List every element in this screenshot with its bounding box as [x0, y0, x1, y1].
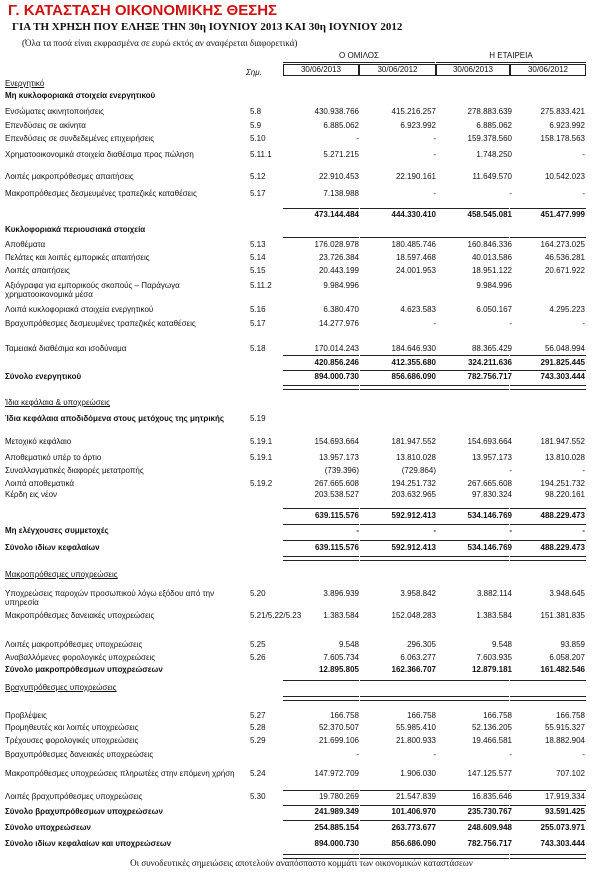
row-label: Λοιπές βραχυπρόθεσμες υποχρεώσεις	[5, 792, 143, 801]
row-note-ref: 5.9	[250, 121, 262, 130]
row-value: 22.190.161	[395, 172, 436, 181]
row-value: 894.000.730	[314, 839, 359, 848]
subtotal-rule	[283, 524, 359, 525]
row-value: 40.013.586	[471, 253, 512, 262]
row-note-ref: 5.29	[250, 736, 266, 745]
row-label: Βραχυπρόθεσμες δανειακές υποχρεώσεις	[5, 750, 154, 759]
subtotal-rule	[436, 208, 509, 209]
row-value: 451.477.999	[540, 210, 585, 219]
row-value: -	[509, 319, 512, 328]
total-double-rule	[436, 556, 509, 561]
row-value: 267.665.608	[467, 479, 512, 488]
subtotal-rule	[283, 508, 359, 509]
row-value: 23.726.384	[318, 253, 359, 262]
row-value: 782.756.717	[467, 372, 512, 381]
row-label: Επενδύσεις σε ακίνητα	[5, 121, 86, 130]
total-double-rule	[436, 385, 509, 390]
row-value: -	[509, 466, 512, 475]
row-value: 458.545.081	[467, 210, 512, 219]
row-value: 11.649.570	[472, 172, 512, 181]
row-note-ref: 5.14	[250, 253, 266, 262]
subtotal-rule	[436, 508, 509, 509]
row-value: -	[582, 150, 585, 159]
row-label: Συναλλαγματικές διαφορές μετατροπής	[5, 466, 144, 475]
row-value: 296.305	[407, 640, 436, 649]
row-value: 263.773.677	[391, 823, 436, 832]
row-value: -	[356, 750, 359, 759]
row-value: -	[356, 134, 359, 143]
row-value: 88.365.429	[471, 344, 512, 353]
row-value: 152.048.283	[391, 611, 436, 620]
row-label: Ενσώματες ακινητοποιήσεις	[5, 107, 105, 116]
row-label: Μακροπρόθεσμες υποχρεώσεις πληρωτέες στην επόμενη χρήση	[5, 769, 235, 778]
subtotal-rule	[510, 790, 586, 791]
row-value: 13.810.028	[395, 453, 436, 462]
row-value: 534.146.769	[467, 543, 512, 552]
row-value: 255.073.971	[540, 823, 585, 832]
row-label: Σύνολο υποχρεώσεων	[5, 823, 91, 832]
row-value: 159.378.560	[467, 134, 512, 143]
row-value: 21.699.106	[318, 736, 359, 745]
row-value: 9.548	[491, 640, 512, 649]
total-double-rule	[510, 385, 586, 390]
row-value: 101.406.970	[391, 807, 436, 816]
row-label: Ίδια κεφάλαια & υποχρεώσεις	[5, 398, 110, 407]
row-note-ref: 5.18	[250, 344, 266, 353]
row-value: 9.548	[338, 640, 359, 649]
row-value: 19.780.269	[318, 792, 359, 801]
row-value: 147.972.709	[314, 769, 359, 778]
subtotal-rule	[360, 790, 436, 791]
statement-subtitle: ΓΙΑ ΤΗ ΧΡΗΣΗ ΠΟΥ ΕΛΗΞΕ ΤΗΝ 30η ΙΟΥΝΙΟΥ 2013 ΚΑΙ 30η ΙΟΥΝΙΟΥ 2012	[12, 21, 403, 33]
row-value: 6.885.062	[323, 121, 359, 130]
row-note-ref: 5.25	[250, 640, 266, 649]
row-note-ref: 5.16	[250, 305, 266, 314]
total-double-rule	[283, 556, 359, 561]
row-value: 415.216.257	[391, 107, 436, 116]
row-label: Λοιπά αποθεματικά	[5, 479, 75, 488]
row-label: Μη ελέγχουσες συμμετοχές	[5, 526, 109, 535]
row-value: 254.885.154	[314, 823, 359, 832]
row-value: 894.000.730	[314, 372, 359, 381]
row-value: 444.330.410	[391, 210, 436, 219]
row-value: 9.984.996	[323, 281, 359, 290]
amounts-note: (Όλα τα ποσά είναι εκφρασμένα σε ευρώ εκτός αν αναφέρεται διαφορετικά)	[22, 38, 298, 48]
row-value: 707.102	[556, 769, 585, 778]
row-value: 170.014.243	[314, 344, 359, 353]
row-value: 22.910.453	[318, 172, 359, 181]
subtotal-rule	[283, 208, 359, 209]
row-value: 782.756.717	[467, 839, 512, 848]
row-value: 9.984.996	[476, 281, 512, 290]
row-value: -	[433, 750, 436, 759]
row-value: 6.058.207	[549, 653, 585, 662]
subtotal-rule	[436, 680, 509, 681]
subtotal-rule	[436, 820, 509, 821]
total-double-rule	[283, 385, 359, 390]
row-note-ref: 5.15	[250, 266, 266, 275]
row-value: 158.178.563	[540, 134, 585, 143]
row-value: 20.443.199	[318, 266, 359, 275]
row-value: 6.063.277	[400, 653, 436, 662]
row-label: Πελάτες και λοιπές εμπορικές απαιτήσεις	[5, 253, 150, 262]
subtotal-rule	[283, 370, 359, 371]
row-label: Λοιπές απαιτήσεις	[5, 266, 70, 275]
subtotal-rule	[436, 540, 509, 541]
subtotal-rule	[510, 508, 586, 509]
row-value: 6.380.470	[323, 305, 359, 314]
row-value: -	[509, 189, 512, 198]
subtotal-rule	[360, 680, 436, 681]
row-value: 17.919.334	[544, 792, 585, 801]
row-value: 98.220.161	[544, 490, 585, 499]
row-value: (739.396)	[324, 466, 359, 475]
row-label: Σύνολο μακροπρόθεσμων υποχρεώσεων	[5, 665, 163, 674]
row-value: 488.229.473	[540, 511, 585, 520]
subtotal-rule	[360, 820, 436, 821]
row-value: -	[356, 526, 359, 535]
row-value: 20.671.922	[544, 266, 585, 275]
row-label: Σύνολο ενεργητικού	[5, 372, 82, 381]
row-value: (729.864)	[401, 466, 436, 475]
row-value: 194.251.732	[391, 479, 436, 488]
row-value: 180.485.746	[391, 240, 436, 249]
row-label: Κέρδη εις νέον	[5, 490, 58, 499]
row-value: 3.948.645	[549, 589, 585, 598]
row-label: Λοιπά κυκλοφοριακά στοιχεία ενεργητικού	[5, 305, 154, 314]
row-label: Υποχρεώσεις παροχών προσωπικού λόγω εξόδου από την υπηρεσία	[5, 589, 215, 607]
row-value: 278.883.639	[467, 107, 512, 116]
row-value: 639.115.576	[314, 543, 359, 552]
row-value: 147.125.577	[467, 769, 512, 778]
row-value: 7.605.734	[323, 653, 359, 662]
row-note-ref: 5.27	[250, 711, 266, 720]
row-label: Ίδια κεφάλαια αποδιδόμενα στους μετόχους της μητρικής	[5, 414, 225, 423]
row-label: Μακροπρόθεσμες δανειακές υποχρεώσεις	[5, 611, 155, 620]
row-value: 267.665.608	[314, 479, 359, 488]
row-value: -	[509, 526, 512, 535]
row-value: 743.303.444	[540, 839, 585, 848]
row-value: 166.758	[556, 711, 585, 720]
row-value: 184.646.930	[391, 344, 436, 353]
row-value: -	[582, 466, 585, 475]
row-value: -	[509, 750, 512, 759]
row-note-ref: 5.24	[250, 769, 266, 778]
column-date-1: 30/06/2013	[300, 65, 342, 74]
row-value: 7.603.935	[476, 653, 512, 662]
row-value: 52.136.205	[471, 723, 512, 732]
row-label: Χρηματοοικονομικά στοιχεία διαθέσιμα προς πώληση	[5, 150, 194, 159]
row-note-ref: 5.17	[250, 189, 266, 198]
subtotal-rule	[510, 355, 586, 356]
subtotal-rule	[436, 805, 509, 806]
row-value: 5.271.215	[323, 150, 359, 159]
row-value: 291.825.445	[540, 358, 585, 367]
subtotal-rule	[510, 237, 586, 238]
row-value: -	[582, 750, 585, 759]
row-value: 151.381.835	[540, 611, 585, 620]
row-note-ref: 5.8	[250, 107, 262, 116]
row-note-ref: 5.12	[250, 172, 266, 181]
subtotal-rule	[436, 370, 509, 371]
row-label: Αποθέματα	[5, 240, 46, 249]
row-value: 1.906.030	[400, 769, 436, 778]
row-note-ref: 5.19	[250, 414, 266, 423]
subtotal-rule	[510, 805, 586, 806]
row-note-ref: 5.11.1	[250, 150, 272, 159]
row-value: 19.466.581	[471, 736, 512, 745]
row-value: -	[433, 189, 436, 198]
row-value: -	[582, 189, 585, 198]
row-label: Αναβαλλόμενες φορολογικές υποχρεώσεις	[5, 653, 156, 662]
row-value: 14.277.976	[318, 319, 359, 328]
column-date-3: 30/06/2013	[452, 65, 494, 74]
row-value: 18.597.468	[395, 253, 436, 262]
row-note-ref: 5.13	[250, 240, 266, 249]
row-label: Ταμειακά διαθέσιμα και ισοδύναμα	[5, 344, 127, 353]
subtotal-rule	[283, 680, 359, 681]
total-double-rule	[360, 556, 436, 561]
row-value: 24.001.953	[395, 266, 436, 275]
subtotal-rule	[510, 370, 586, 371]
row-value: 161.482.546	[540, 665, 585, 674]
subtotal-rule	[360, 370, 436, 371]
footnote: Οι συνοδευτικές σημειώσεις αποτελούν αναπόσπαστο κομμάτι των οικονομικών καταστάσεων	[130, 858, 473, 868]
subtotal-rule	[283, 355, 359, 356]
row-value: 13.810.028	[544, 453, 585, 462]
row-note-ref: 5.19.2	[250, 479, 273, 488]
total-double-rule	[360, 696, 436, 701]
row-label: Μετοχικό κεφάλαιο	[5, 437, 72, 446]
row-value: 1.383.584	[323, 611, 359, 620]
row-value: 55.915.327	[544, 723, 585, 732]
subtotal-rule	[283, 237, 359, 238]
row-value: 412.355.680	[391, 358, 436, 367]
row-value: 55.985.410	[395, 723, 436, 732]
row-value: 1.748.250	[476, 150, 512, 159]
column-date-4: 30/06/2012	[527, 65, 569, 74]
row-label: Αξιόγραφα για εμπορικούς σκοπούς – Παράγωγα χρηματοοικονομικά μέσα	[5, 281, 180, 299]
subtotal-rule	[283, 540, 359, 541]
row-value: 473.144.484	[314, 210, 359, 219]
row-value: 3.958.842	[400, 589, 436, 598]
subtotal-rule	[510, 820, 586, 821]
row-value: 52.370.507	[318, 723, 359, 732]
row-label: Επενδύσεις σε συνδεδεμένες επιχειρήσεις	[5, 134, 155, 143]
row-label: Σύνολο βραχυπρόθεσμων υποχρεώσεων	[5, 807, 163, 816]
row-value: 18.882.904	[544, 736, 585, 745]
subtotal-rule	[436, 237, 509, 238]
subtotal-rule	[436, 355, 509, 356]
row-value: 6.885.062	[476, 121, 512, 130]
row-value: 4.295.223	[549, 305, 585, 314]
row-value: -	[433, 150, 436, 159]
row-value: 12.895.805	[318, 665, 359, 674]
row-value: 534.146.769	[467, 511, 512, 520]
row-label: Βραχυπρόθεσμες υποχρεώσεις	[5, 683, 117, 692]
row-value: 166.758	[407, 711, 436, 720]
row-value: 154.693.664	[467, 437, 512, 446]
row-value: 743.303.444	[540, 372, 585, 381]
row-note-ref: 5.19.1	[250, 453, 273, 462]
row-value: 10.542.023	[544, 172, 585, 181]
subtotal-rule	[510, 208, 586, 209]
row-value: 235.730.767	[467, 807, 512, 816]
row-label: Προμηθευτές και λοιπές υποχρεώσεις	[5, 723, 139, 732]
row-note-ref: 5.21/5.22/5.23	[250, 611, 302, 620]
row-note-ref: 5.28	[250, 723, 266, 732]
row-value: 420.856.246	[314, 358, 359, 367]
row-value: 166.758	[330, 711, 359, 720]
total-double-rule	[510, 556, 586, 561]
subtotal-rule	[436, 790, 509, 791]
row-label: Μακροπρόθεσμες δεσμευμένες τραπεζικές καταθέσεις	[5, 189, 197, 198]
row-value: 164.273.025	[540, 240, 585, 249]
subtotal-rule	[360, 208, 436, 209]
group-header-company: Η ΕΤΑΙΡΕΙΑ	[489, 51, 533, 60]
row-value: 176.028.978	[314, 240, 359, 249]
row-value: 13.957.173	[318, 453, 359, 462]
subtotal-rule	[360, 540, 436, 541]
row-value: 203.632.965	[391, 490, 436, 499]
row-note-ref: 5.11.2	[250, 281, 272, 290]
row-note-ref: 5.19.1	[250, 437, 273, 446]
row-value: 430.938.766	[314, 107, 359, 116]
subtotal-rule	[510, 680, 586, 681]
row-value: 166.758	[483, 711, 512, 720]
row-value: 4.623.583	[400, 305, 436, 314]
row-value: 21.800.933	[395, 736, 436, 745]
row-label: Μη κυκλοφοριακά στοιχεία ενεργητικού	[5, 91, 156, 100]
row-value: 18.951.122	[471, 266, 512, 275]
row-value: -	[433, 319, 436, 328]
row-value: 856.686.090	[391, 839, 436, 848]
row-value: 324.211.636	[467, 358, 512, 367]
row-label: Σύνολο ιδίων κεφαλαίων και υποχρεώσεων	[5, 839, 172, 848]
row-value: 12.879.181	[471, 665, 512, 674]
subtotal-rule	[510, 524, 586, 525]
row-value: 3.882.114	[477, 589, 512, 598]
row-value: 6.923.992	[400, 121, 436, 130]
row-value: 160.846.336	[467, 240, 512, 249]
row-value: 21.547.839	[395, 792, 436, 801]
row-note-ref: 5.17	[250, 319, 266, 328]
row-value: 248.609.948	[467, 823, 512, 832]
total-double-rule	[436, 696, 509, 701]
row-value: 181.947.552	[540, 437, 585, 446]
subtotal-rule	[360, 524, 436, 525]
row-value: 194.251.732	[540, 479, 585, 488]
row-note-ref: 5.10	[250, 134, 266, 143]
row-value: 639.115.576	[314, 511, 359, 520]
row-value: 241.989.349	[314, 807, 359, 816]
row-value: -	[433, 526, 436, 535]
row-value: 856.686.090	[391, 372, 436, 381]
row-label: Βραχυπρόθεσμες δεσμευμένες τραπεζικές καταθέσεις	[5, 319, 196, 328]
note-column-header: Σημ.	[246, 68, 262, 77]
group-header-group: Ο ΟΜΙΛΟΣ	[339, 51, 379, 60]
subtotal-rule	[360, 805, 436, 806]
row-value: 7.138.988	[323, 189, 359, 198]
row-label: Ενεργητικό	[5, 79, 45, 88]
subtotal-rule	[360, 508, 436, 509]
row-value: -	[582, 526, 585, 535]
row-value: 1.383.584	[476, 611, 512, 620]
row-value: 97.830.324	[471, 490, 512, 499]
row-value: 275.833.421	[540, 107, 585, 116]
row-value: 46.536.281	[544, 253, 585, 262]
subtotal-rule	[283, 805, 359, 806]
row-label: Λοιπές μακροπρόθεσμες υποχρεώσεις	[5, 640, 143, 649]
row-label: Κυκλοφοριακά περιουσιακά στοιχεία	[5, 225, 146, 234]
subtotal-rule	[510, 540, 586, 541]
row-label: Σύνολο ιδίων κεφαλαίων	[5, 543, 100, 552]
total-double-rule	[360, 385, 436, 390]
row-value: 488.229.473	[540, 543, 585, 552]
row-value: 6.923.992	[549, 121, 585, 130]
row-value: 6.050.167	[476, 305, 512, 314]
row-label: Μακροπρόθεσμες υποχρεώσεις	[5, 570, 118, 579]
row-value: -	[582, 319, 585, 328]
row-note-ref: 5.20	[250, 589, 266, 598]
row-value: 93.859	[560, 640, 585, 649]
row-note-ref: 5.26	[250, 653, 266, 662]
row-value: 3.896.939	[323, 589, 359, 598]
row-value: 162.366.707	[391, 665, 436, 674]
row-label: Προβλέψεις	[5, 711, 47, 720]
row-value: 13.957.173	[471, 453, 512, 462]
subtotal-rule	[360, 237, 436, 238]
row-note-ref: 5.30	[250, 792, 266, 801]
row-value: 592.912.413	[391, 511, 436, 520]
total-double-rule	[283, 696, 359, 701]
row-value: 56.048.994	[544, 344, 585, 353]
statement-title: Γ. ΚΑΤΑΣΤΑΣΗ ΟΙΚΟΝΟΜΙΚΗΣ ΘΕΣΗΣ	[8, 2, 278, 19]
row-value: 203.538.527	[314, 490, 359, 499]
row-value: 592.912.413	[391, 543, 436, 552]
subtotal-rule	[283, 790, 359, 791]
row-value: 16.835.646	[471, 792, 512, 801]
subtotal-rule	[436, 524, 509, 525]
row-label: Τρέχουσες φορολογικές υποχρεώσεις	[5, 736, 139, 745]
row-value: 93.591.425	[544, 807, 585, 816]
row-value: 181.947.552	[391, 437, 436, 446]
total-double-rule	[510, 696, 586, 701]
row-label: Αποθεματικό υπέρ το άρτιο	[5, 453, 102, 462]
row-value: 154.693.664	[314, 437, 359, 446]
row-value: -	[433, 134, 436, 143]
column-date-2: 30/06/2012	[377, 65, 418, 74]
subtotal-rule	[360, 355, 436, 356]
subtotal-rule	[283, 820, 359, 821]
row-label: Λοιπές μακροπρόθεσμες απαιτήσεις	[5, 172, 134, 181]
